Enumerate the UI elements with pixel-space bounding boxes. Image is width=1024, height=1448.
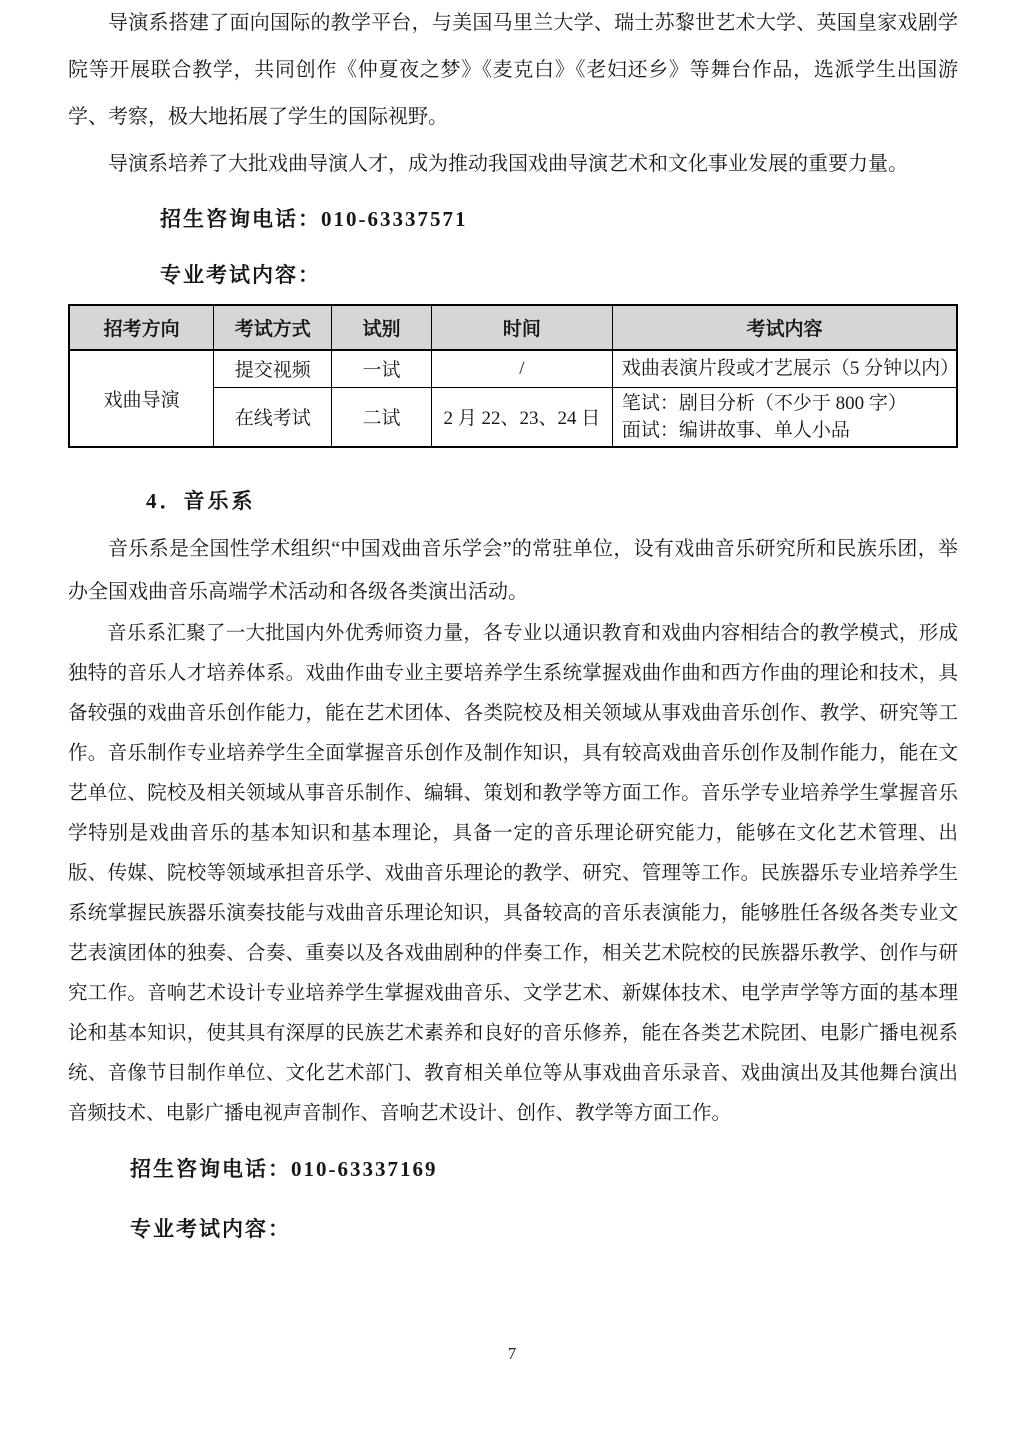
exam-table-header-row (69, 305, 957, 350)
cell-direction: 戏曲导演 (69, 350, 214, 447)
music-paragraph-programs: 音乐系汇聚了一大批国内外优秀师资力量，各专业以通识教育和戏曲内容相结合的教学模式，形成独特的音乐人才培养体系。戏曲作曲专业主要培养学生系统掌握戏曲作曲和西方作曲的理论和技术，具备较强的戏曲音乐创作能力，能在艺术团体、各类院校及相关领域从事戏曲音乐创作、教学、研究等工作。音乐制作专业培养学生全面掌握音乐创作及制作知识，具有较高戏曲音乐创作及制作能力，能在文艺单位、院校及相关领域从事音乐制作、编辑、策划和教学等方面工作。音乐学专业培养学生掌握音乐学特别是戏曲音乐的基本知识和基本理论，具备一定的音乐理论研究能力，能够在文化艺术管理、出版、传媒、院校等领域承担音乐学、戏曲音乐理论的教学、研究、管理等工作。民族器乐专业培养学生系统掌握民族器乐演奏技能与戏曲音乐理论知识，具备较高的音乐表演能力，能够胜任各级各类专业文艺表演团体的独奏、合奏、重奏以及各戏曲剧种的伴奏工作，相关艺术院校的民族器乐教学、创作与研究工作。音响艺术设计专业培养学生掌握戏曲音乐、文学艺术、新媒体技术、电学声学等方面的基本理论和基本知识，使其具有深厚的民族艺术素养和良好的音乐修养，能在各类艺术院团、电影广播电视系统、音像节目制作单位、文化艺术部门、教育相关单位等从事戏曲音乐录音、戏曲演出及其他舞台演出音频技术、电影广播电视声音制作、音响艺术设计、创作、教学等方面工作。 (68, 622, 958, 1124)
directing-exam-table (68, 304, 958, 448)
table-row-round1 (69, 350, 957, 387)
directing-exam-content-heading: 专业考试内容： (160, 263, 321, 287)
music-paragraph-intro: 音乐系是全国性学术组织“中国戏曲音乐学会”的常驻单位，设有戏曲音乐研究所和民族乐团，举办全国戏曲音乐高端学术活动和各级各类演出活动。 (68, 537, 958, 603)
cell-method-round1: 提交视频 (214, 350, 332, 387)
header-round: 试别 (332, 305, 431, 350)
cell-time-round1: / (431, 350, 612, 387)
directing-admission-phone: 招生咨询电话：010-63337571 (160, 207, 468, 231)
interview-exam-line: 面试：编讲故事、单人小品 (621, 419, 850, 441)
written-exam-line: 笔试：剧目分析（不少于 800 字） (621, 392, 907, 414)
cell-round1: 一试 (332, 350, 431, 387)
music-exam-content-heading: 专业考试内容： (130, 1216, 291, 1241)
cell-time-round2: 2 月 22、23、24 日 (431, 387, 612, 447)
cell-content-round2 (612, 387, 957, 447)
directing-paragraph-talent: 导演系培养了大批戏曲导演人才，成为推动我国戏曲导演艺术和文化事业发展的重要力量。 (108, 153, 908, 175)
cell-method-round2: 在线考试 (214, 387, 332, 447)
header-exam-content: 考试内容 (612, 305, 957, 350)
cell-round2: 二试 (332, 387, 431, 447)
header-direction: 招考方向 (69, 305, 214, 350)
header-exam-method: 考试方式 (214, 305, 332, 350)
header-time: 时间 (431, 305, 612, 350)
music-section-heading: 4．音乐系 (146, 488, 256, 513)
cell-content-round1: 戏曲表演片段或才艺展示（5 分钟以内） (612, 350, 957, 387)
music-admission-phone: 招生咨询电话：010-63337169 (130, 1156, 438, 1181)
page-number: 7 (507, 1344, 517, 1363)
directing-paragraph-international: 导演系搭建了面向国际的教学平台，与美国马里兰大学、瑞士苏黎世艺术大学、英国皇家戏剧学院等开展联合教学，共同创作《仲夏夜之梦》《麦克白》《老妇还乡》等舞台作品，选派学生出国游学、考察，极大地拓展了学生的国际视野。 (68, 12, 958, 128)
